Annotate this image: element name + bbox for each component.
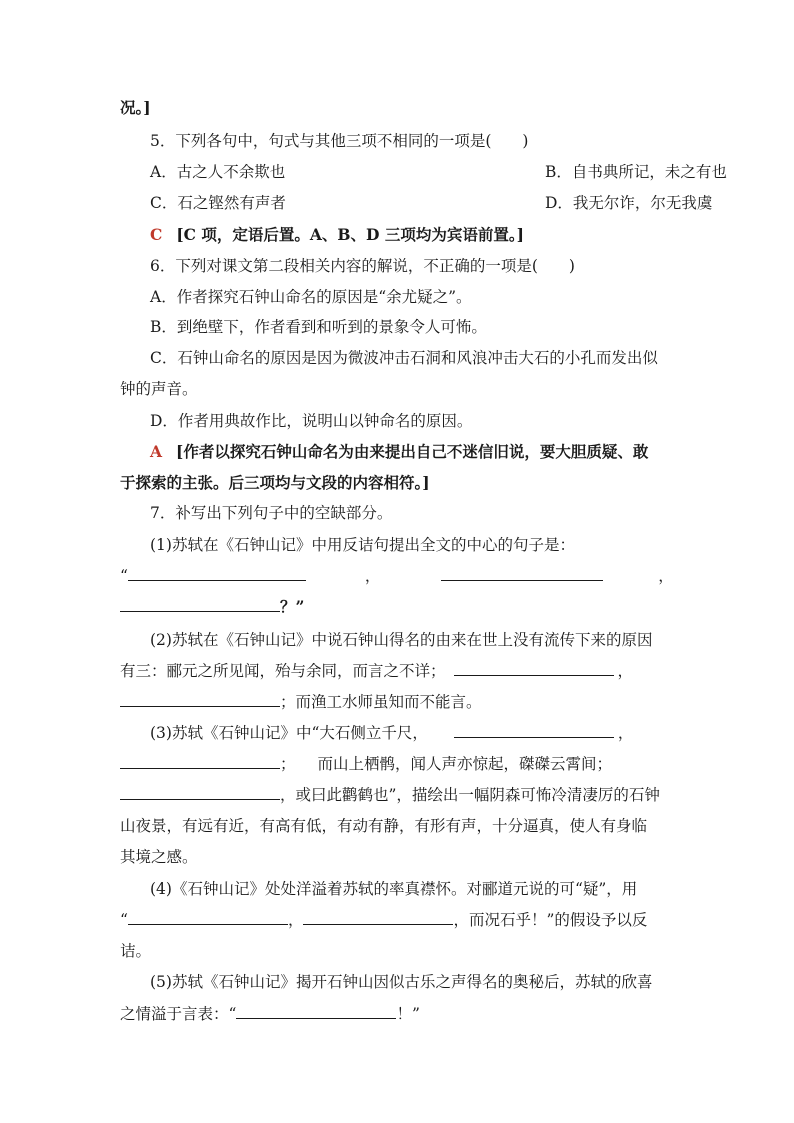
text: ，或曰此鹳鹤也”，描绘出一幅阴森可怖冷清凄厉的石钟 xyxy=(280,786,660,804)
option-d: D．我无尔诈，尔无我虞 xyxy=(545,194,713,212)
answer-blank[interactable] xyxy=(303,910,453,925)
question-7-3 xyxy=(150,723,680,743)
answer-blank[interactable] xyxy=(454,723,614,738)
answer-blank[interactable] xyxy=(128,910,288,925)
answer-blank[interactable] xyxy=(454,661,614,676)
question-6-option-c: C．石钟山命名的原因是因为微波冲击石洞和风浪冲击大石的小孔而发出似 xyxy=(150,349,658,367)
comma: ， xyxy=(364,567,381,585)
option-c: C．石之铿然有声者 xyxy=(150,194,286,212)
question-7-3-cont xyxy=(120,754,680,774)
question-5-answer xyxy=(150,225,680,245)
question-6-stem: 6．下列对课文第二段相关内容的解说，不正确的一项是( ) xyxy=(150,257,575,275)
question-7-5: (5)苏轼《石钟山记》揭开石钟山因似古乐之声得名的奥秘后，苏轼的欣喜 xyxy=(150,973,653,991)
question-7-1: (1)苏轼在《石钟山记》中用反诘句提出全文的中心的句子是： xyxy=(150,536,575,554)
question-7-3-cont3: 山夜景，有远有近，有高有低，有动有静，有形有声，十分逼真，使人有身临 xyxy=(120,817,648,835)
question-7-4-cont2: 诘。 xyxy=(120,942,152,960)
question-7-3-cont2 xyxy=(120,785,680,805)
answer-blank[interactable] xyxy=(236,1004,396,1019)
question-7-1-blanks-cont xyxy=(120,597,680,617)
text: ，而况石乎！”的假设予以反 xyxy=(453,911,648,929)
text: 之情溢于言表：“ xyxy=(120,1005,237,1023)
text: 而山上栖鹘，闻人声亦惊起，磔磔云霄间； xyxy=(317,755,613,773)
line-end: ？” xyxy=(280,597,305,616)
semicolon: ； xyxy=(280,755,296,773)
answer-blank[interactable] xyxy=(128,566,306,581)
text: ；而渔工水师虽知而不能言。 xyxy=(280,693,482,711)
question-5-options-row-1 xyxy=(150,162,727,182)
question-6-option-d: D．作者用典故作比，说明山以钟命名的原因。 xyxy=(150,412,473,430)
question-7-2-cont2 xyxy=(120,692,680,712)
answer-blank[interactable] xyxy=(441,566,603,581)
question-7-3-cont4: 其境之感。 xyxy=(120,848,198,866)
comma: ， xyxy=(287,911,304,929)
question-7-2: (2)苏轼在《石钟山记》中说石钟山得名的由来在世上没有流传下来的原因 xyxy=(150,631,653,649)
question-6-option-a: A．作者探究石钟山命名的原因是“余尤疑之”。 xyxy=(150,288,472,306)
answer-explanation: [C 项，定语后置。A、B、D 三项均为宾语前置。] xyxy=(176,225,524,244)
text: 有三：郦元之所见闻，殆与余同，而言之不详； xyxy=(120,662,446,680)
open-quote: “ xyxy=(120,911,128,929)
option-b: B．自书典所记，未之有也 xyxy=(545,163,727,181)
answer-explanation: [作者以探究石钟山命名为由来提出自己不迷信旧说，要大胆质疑、敢 xyxy=(176,442,649,461)
question-6-option-c-cont: 钟的声音。 xyxy=(120,380,198,398)
question-7-4-cont xyxy=(120,910,680,930)
question-5-options-row-2 xyxy=(150,193,713,213)
question-6-answer xyxy=(150,442,680,462)
comma: ， xyxy=(617,724,634,742)
open-quote: “ xyxy=(120,567,128,585)
answer-letter: C xyxy=(150,225,163,244)
question-7-1-blanks xyxy=(120,566,680,586)
question-7-5-cont xyxy=(120,1004,680,1024)
comma: ， xyxy=(658,567,674,585)
question-6-answer-cont: 于探索的主张。后三项均与文段的内容相符。] xyxy=(120,473,430,492)
question-5-stem: 5．下列各句中，句式与其他三项不相同的一项是( ) xyxy=(150,132,529,150)
question-7-stem: 7．补写出下列句子中的空缺部分。 xyxy=(150,504,393,522)
option-a: A．古之人不余欺也 xyxy=(150,163,286,181)
answer-blank[interactable] xyxy=(120,692,280,707)
answer-letter: A xyxy=(150,442,163,461)
text: (3)苏轼《石钟山记》中“大石侧立千尺， xyxy=(150,724,428,742)
answer-blank[interactable] xyxy=(120,597,280,612)
question-6-option-b: B．到绝壁下，作者看到和听到的景象令人可怖。 xyxy=(150,318,487,336)
question-7-2-cont xyxy=(120,661,680,681)
answer-blank[interactable] xyxy=(120,785,280,800)
text: ！” xyxy=(396,1005,420,1023)
answer-blank[interactable] xyxy=(120,754,280,769)
comma: ， xyxy=(617,662,634,680)
text-line: 况。] xyxy=(120,98,151,117)
question-7-4: (4)《石钟山记》处处洋溢着苏轼的率真襟怀。对郦道元说的可“疑”，用 xyxy=(150,880,638,898)
